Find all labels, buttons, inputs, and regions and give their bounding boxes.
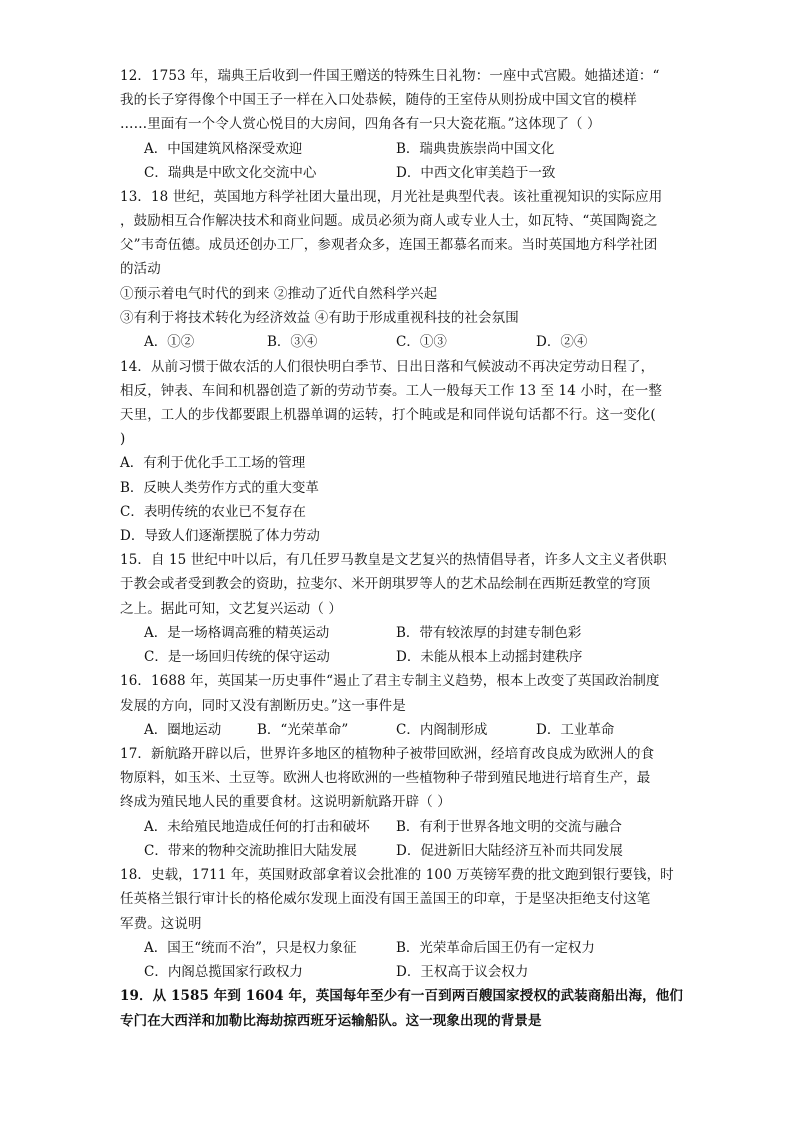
q14-stem-line-2: 相反，钟表、车间和机器创造了新的劳动节奏。工人一般每天工作 13 至 14 小时，在一整 xyxy=(120,383,662,399)
q13-stem-line-3: 父”韦奇伍德。成员还创办工厂，参观者众多，连国王都慕名而来。当时英国地方科学社团 xyxy=(120,237,658,253)
q14-option-c[interactable]: C．表明传统的农业已不复存在 xyxy=(120,504,306,520)
q15-stem-line-2: 于教会或者受到教会的资助，拉斐尔、米开朗琪罗等人的艺术品绘制在西斯廷教堂的穹顶 xyxy=(120,576,651,592)
q14-option-b[interactable]: B．反映人类劳作方式的重大变革 xyxy=(120,480,319,496)
q18-stem-line-1: 18．史载，1711 年，英国财政部拿着议会批准的 100 万英镑军费的批文跑到银行要钱，时 xyxy=(120,867,674,883)
q18-option-d[interactable]: D．王权高于议会权力 xyxy=(396,964,529,980)
q16-option-c[interactable]: C．内阁制形成 xyxy=(396,722,488,738)
q16-stem-line-1: 16．1688 年，英国某一历史事件“遏止了君主专制主义趋势，根本上改变了英国政治制度 xyxy=(120,673,660,689)
q12-option-c[interactable]: C．瑞典是中欧文化交流中心 xyxy=(144,165,317,181)
q15-stem-line-1: 15．自 15 世纪中叶以后，有几任罗马教皇是文艺复兴的热情倡导者，许多人文主义者供职 xyxy=(120,552,667,568)
q19-stem-line-2: 专门在大西洋和加勒比海劫掠西班牙运输船队。这一现象出现的背景是 xyxy=(120,1013,542,1029)
q14-option-d[interactable]: D．导致人们逐渐摆脱了体力劳动 xyxy=(120,528,320,544)
q12-option-d[interactable]: D．中西文化审美趋于一致 xyxy=(396,165,556,181)
q15-option-d[interactable]: D．未能从根本上动摇封建秩序 xyxy=(396,649,583,665)
q18-option-b[interactable]: B．光荣革命后国王仍有一定权力 xyxy=(396,940,595,956)
q16-stem-line-2: 发展的方向，同时又没有割断历史。”这一事件是 xyxy=(120,698,406,714)
q18-stem-line-3: 军费。这说明 xyxy=(120,916,202,932)
q17-option-b[interactable]: B．有利于世界各地文明的交流与融合 xyxy=(396,819,622,835)
q14-option-a[interactable]: A．有利于优化手工工场的管理 xyxy=(120,455,306,471)
q17-stem-line-1: 17．新航路开辟以后，世界许多地区的植物种子被带回欧洲，经培育改良成为欧洲人的食 xyxy=(120,746,655,762)
q13-stem-line-2: ，鼓励相互合作解决技术和商业问题。成员必须为商人或专业人士，如瓦特、“英国陶瓷之 xyxy=(120,213,658,229)
q15-option-c[interactable]: C．是一场回归传统的保守运动 xyxy=(144,649,330,665)
q13-stem-line-4: 的活动 xyxy=(120,261,161,277)
q19-stem-line-1: 19．从 1585 年到 1604 年，英国每年至少有一百到两百艘国家授权的武装商船出海，他们 xyxy=(120,988,683,1004)
q13-statements-line-1: ①预示着电气时代的到来 ②推动了近代自然科学兴起 xyxy=(120,286,438,302)
q13-option-d[interactable]: D．②④ xyxy=(536,334,588,350)
q18-stem-line-2: 任英格兰银行审计长的格伦威尔发现上面没有国王盖国王的印章，于是坚决拒绝支付这笔 xyxy=(120,891,651,907)
q16-option-b[interactable]: B．“光荣革命” xyxy=(257,722,349,738)
q17-option-a[interactable]: A．未给殖民地造成任何的打击和破坏 xyxy=(144,819,370,835)
q12-stem-line-1: 12．1753 年，瑞典王后收到一件国王赠送的特殊生日礼物：一座中式宫殿。她描述道：“ xyxy=(120,68,660,84)
q14-stem-line-3: 天里，工人的步伐都要跟上机器单调的运转，打个盹或是和同伴说句话都不行。这一变化( xyxy=(120,407,656,423)
q17-option-d[interactable]: D．促进新旧大陆经济互补而共同发展 xyxy=(396,843,623,859)
q17-option-c[interactable]: C．带来的物种交流助推旧大陆发展 xyxy=(144,843,357,859)
q13-option-b[interactable]: B．③④ xyxy=(267,334,318,350)
q16-option-d[interactable]: D．工业革命 xyxy=(536,722,615,738)
q17-stem-line-3: 终成为殖民地人民的重要食材。这说明新航路开辟（ ） xyxy=(120,794,451,810)
q15-stem-line-3: 之上。据此可知，文艺复兴运动（ ） xyxy=(120,601,342,617)
q13-option-a[interactable]: A．①② xyxy=(144,334,195,350)
q16-option-a[interactable]: A．圈地运动 xyxy=(144,722,222,738)
q18-option-a[interactable]: A．国王“统而不治”，只是权力象征 xyxy=(144,940,357,956)
q12-option-b[interactable]: B．瑞典贵族崇尚中国文化 xyxy=(396,141,555,157)
q14-stem-line-4: ) xyxy=(120,431,126,447)
q18-option-c[interactable]: C．内阁总揽国家行政权力 xyxy=(144,964,303,980)
q12-option-a[interactable]: A．中国建筑风格深受欢迎 xyxy=(144,141,303,157)
q12-stem-line-2: 我的长子穿得像个中国王子一样在入口处恭候，随侍的王室侍从则扮成中国文官的模样 xyxy=(120,92,637,108)
q13-option-c[interactable]: C．①③ xyxy=(396,334,447,350)
q15-option-b[interactable]: B．带有较浓厚的封建专制色彩 xyxy=(396,625,582,641)
q15-option-a[interactable]: A．是一场格调高雅的精英运动 xyxy=(144,625,330,641)
q12-stem-line-3: ……里面有一个令人赏心悦目的大房间，四角各有一只大瓷花瓶。”这体现了（ ） xyxy=(120,116,601,132)
q13-stem-line-1: 13．18 世纪，英国地方科学社团大量出现，月光社是典型代表。该社重视知识的实际应用 xyxy=(120,189,663,205)
q13-statements-line-2: ③有利于将技术转化为经济效益 ④有助于形成重视科技的社会氛围 xyxy=(120,310,519,326)
q14-stem-line-1: 14．从前习惯于做农活的人们很快明白季节、日出日落和气候波动不再决定劳动日程了， xyxy=(120,359,655,375)
q17-stem-line-2: 物原料，如玉米、土豆等。欧洲人也将欧洲的一些植物种子带到殖民地进行培育生产，最 xyxy=(120,770,651,786)
